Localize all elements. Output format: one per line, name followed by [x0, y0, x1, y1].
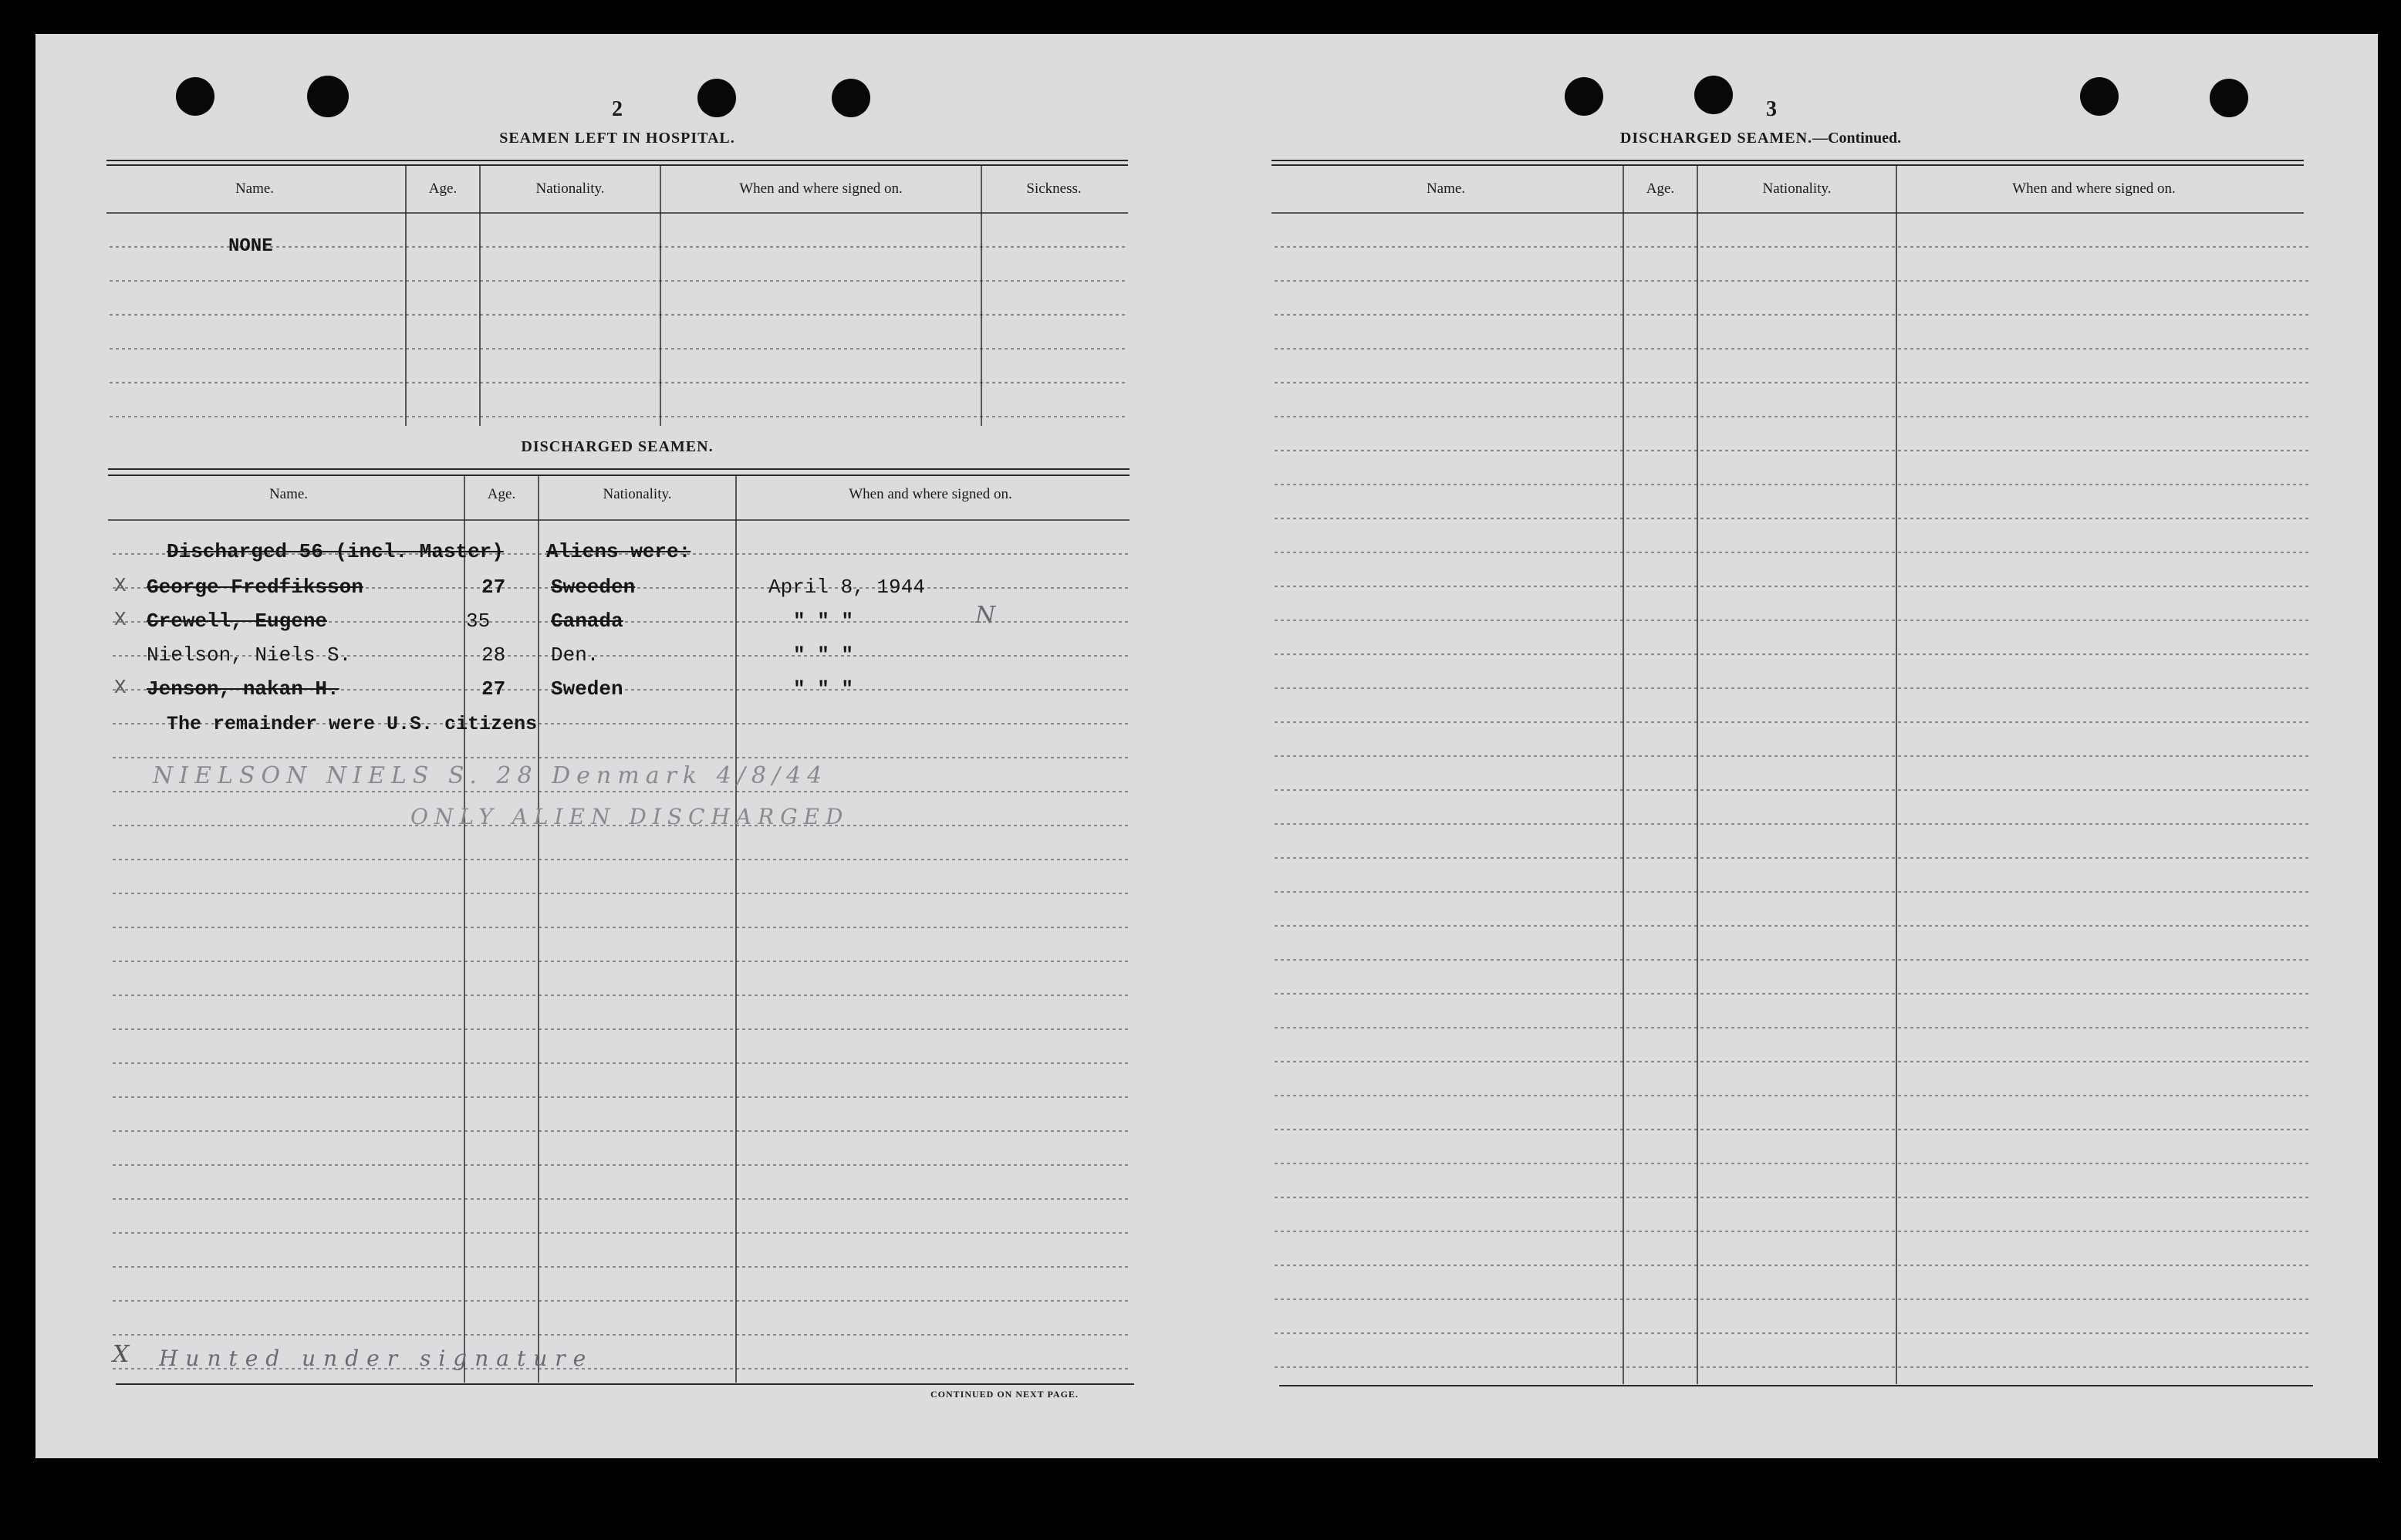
seaman-age: 27	[481, 677, 506, 701]
right-col-signed-on: When and where signed on.	[2012, 181, 2176, 197]
ruled-lines	[35, 34, 2378, 1458]
seaman-age: 28	[481, 643, 506, 667]
seaman-signed-on: " " "	[793, 677, 854, 701]
right-col-name: Name.	[1426, 181, 1466, 197]
seaman-signed-on: " " "	[793, 610, 854, 633]
hospital-section-title: SEAMEN LEFT IN HOSPITAL.	[499, 130, 735, 147]
title-continued: —Continued.	[1812, 130, 1902, 147]
discharged-col-signed-on: When and where signed on.	[849, 486, 1012, 502]
handwritten-entry: NIELSON NIELS S. 28 Denmark 4/8/44	[153, 762, 829, 789]
discharged-col-nationality: Nationality.	[603, 486, 672, 502]
seaman-nationality: Canada	[551, 610, 623, 633]
continued-section-title	[1552, 130, 1969, 147]
seaman-name: Nielson, Niels S.	[147, 643, 352, 667]
seaman-name: George Fredfiksson	[147, 576, 363, 599]
remainder-note: The remainder were U.S. citizens	[167, 713, 538, 735]
page-number-right: 3	[1766, 97, 1777, 121]
hospital-entry-none: NONE	[228, 236, 273, 257]
hospital-col-signed-on: When and where signed on.	[739, 181, 903, 197]
seaman-age: 35	[466, 610, 491, 633]
bottom-mark: X	[113, 1341, 130, 1368]
handwritten-note: ONLY ALIEN DISCHARGED	[410, 804, 849, 829]
margin-note: N	[975, 602, 996, 629]
title-main: DISCHARGED SEAMEN.	[1619, 130, 1813, 147]
discharged-col-age: Age.	[487, 486, 516, 502]
discharged-col-name: Name.	[268, 486, 309, 502]
document-sheet	[35, 34, 2378, 1458]
row-mark: X	[114, 608, 127, 631]
seaman-name: Jenson, nakan H.	[147, 677, 339, 701]
hospital-col-name: Name.	[235, 181, 275, 197]
row-mark: X	[114, 676, 127, 699]
discharged-summary: Discharged 56 (incl. Master)	[167, 540, 504, 563]
right-col-age: Age.	[1646, 181, 1675, 197]
page-number-left: 2	[612, 97, 623, 121]
seaman-nationality: Sweeden	[551, 576, 636, 599]
seaman-signed-on: " " "	[793, 643, 854, 667]
discharged-section-title: DISCHARGED SEAMEN.	[521, 438, 714, 455]
seaman-name: Crewell, Eugene	[147, 610, 328, 633]
aliens-label: Aliens were:	[546, 540, 691, 563]
seaman-nationality: Den.	[551, 643, 599, 667]
bottom-handwriting: Hunted under signature	[159, 1346, 594, 1371]
hospital-col-sickness: Sickness.	[1026, 181, 1082, 197]
row-mark: X	[114, 574, 127, 597]
seaman-nationality: Sweden	[551, 677, 623, 701]
hospital-col-nationality: Nationality.	[535, 181, 605, 197]
right-col-nationality: Nationality.	[1762, 181, 1832, 197]
seaman-age: 27	[481, 576, 506, 599]
seaman-signed-on: April 8, 1944	[768, 576, 925, 599]
hospital-col-age: Age.	[428, 181, 458, 197]
continued-footer: CONTINUED ON NEXT PAGE.	[930, 1389, 1079, 1400]
